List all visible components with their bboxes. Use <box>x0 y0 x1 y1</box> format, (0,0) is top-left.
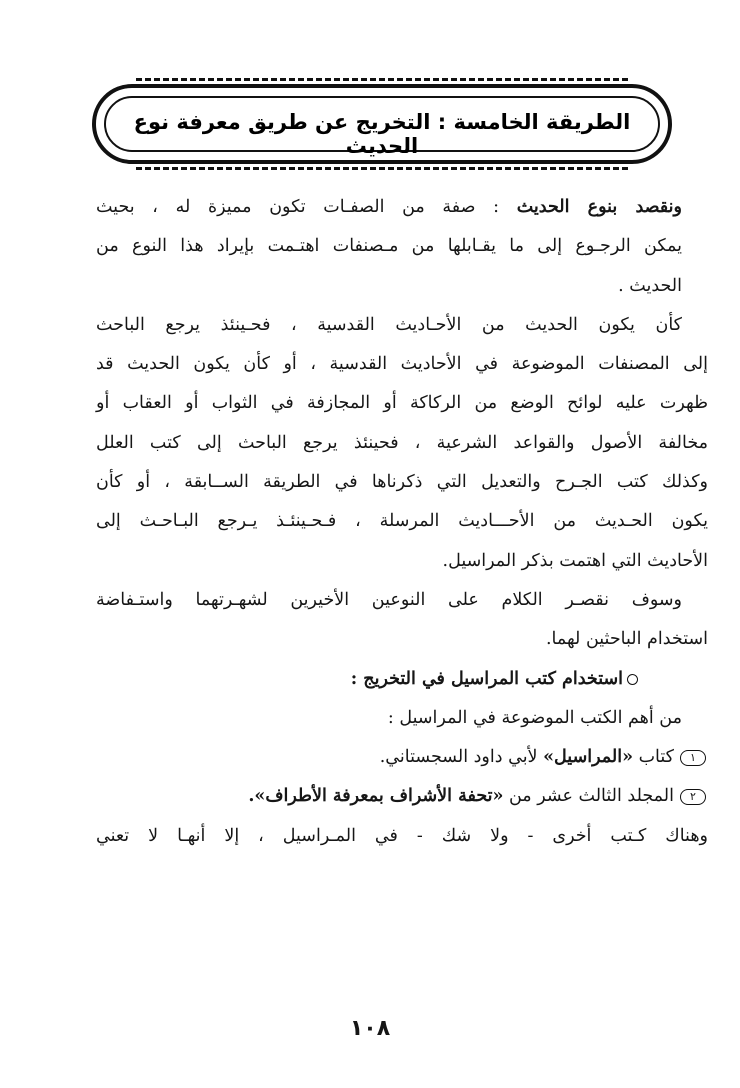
chapter-title-frame <box>92 84 672 164</box>
paragraph-line: الأحاديث التي اهتمت بذكر المراسيل. <box>442 550 708 571</box>
paragraph-line: يمكن الرجـوع إلى ما يقـابلها من مـصنفات اهتـمت بإيراد هذا النوع من <box>96 236 682 257</box>
frame-dashed-border-top <box>136 78 628 81</box>
paragraph-line: استخدام الباحثين لهما. <box>545 629 708 650</box>
paragraph-1 <box>96 188 708 306</box>
chapter-title: الطريقة الخامسة : التخريج عن طريق معرفة نوع الحديث <box>133 110 631 158</box>
frame-dashed-border-bottom <box>136 167 628 170</box>
paragraph-line: ونقصد بنوع الحديث : صفة من الصفـات تكون مميزة له ، بحيث <box>96 197 682 217</box>
paragraph-line: وكذلك كتب الجـرح والتعديل التي ذكرناها في الطريقة الســابقة ، أو كأن <box>96 472 708 493</box>
paragraph-line: مخالفة الأصول والقواعد الشرعية ، فحينئذ يرجع الباحث إلى كتب العلل <box>96 432 709 453</box>
page-body <box>96 188 708 856</box>
paragraph-line: وهناك كـتب أخرى - ولا شك - في المـراسيل ، إلا أنهـا لا تعني <box>96 825 708 846</box>
paragraph-line: إلى المصنفات الموضوعة في الأحاديث القدسية ، أو كأن يكون الحديث قد <box>96 354 708 375</box>
paragraph-3 <box>96 581 708 660</box>
paragraph-4 <box>96 817 708 856</box>
paragraph-line: كأن يكون الحديث من الأحـاديث القدسية ، فحـينئذ يرجع الباحث <box>96 314 682 335</box>
list-item: ١كتاب «المراسيل» لأبي داود السجستاني. <box>96 738 708 777</box>
paragraph-line: يكون الحـديث من الأحـــاديث المرسلة ، فـحـينئـذ يـرجع البـاحـث إلى <box>96 511 708 532</box>
circle-bullet-icon <box>627 674 638 685</box>
number-badge: ٢ <box>680 789 706 805</box>
term-bold: ونقصد بنوع الحديث <box>516 197 682 217</box>
paragraph-line: ظهرت عليه لوائح الوضع من الركاكة أو المجازفة في الثواب أو العقاب أو <box>96 393 708 414</box>
paragraph-2 <box>96 306 708 581</box>
intro-line: من أهم الكتب الموضوعة في المراسيل : <box>387 707 682 728</box>
list-item: ٢المجلد الثالث عشر من «تحفة الأشراف بمعرفة الأطراف». <box>96 777 708 816</box>
paragraph-line: الحديث . <box>618 275 682 296</box>
section-heading: استخدام كتب المراسيل في التخريج : <box>96 660 708 699</box>
number-badge: ١ <box>680 750 706 766</box>
paragraph-line: وسوف نقصـر الكلام على النوعين الأخيرين لشهـرتهما واستـفاضة <box>96 589 682 610</box>
page-number: ١٠٨ <box>349 1016 391 1041</box>
